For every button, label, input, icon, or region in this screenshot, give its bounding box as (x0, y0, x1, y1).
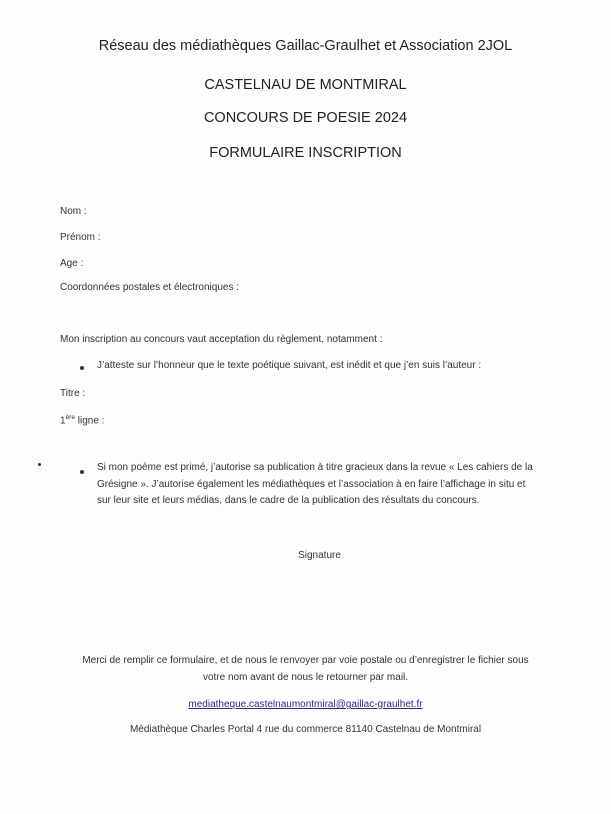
bullet-icon (80, 366, 84, 370)
firstname-field-label: Prénom : (60, 232, 101, 243)
honor-statement: J’atteste sur l’honneur que le texte poétique suivant, est inédit et que j’en suis l’auteur : (97, 360, 482, 371)
authorization-line: Si mon poème est primé, j’autorise sa publication à titre gracieux dans la revue « Les cahiers de la (97, 462, 533, 473)
thanks-line-1: Merci de remplir ce formulaire, et de nous le renvoyer par voie postale ou d’enregistrer le fichier sous (82, 655, 529, 666)
first-line-field-label (60, 414, 104, 426)
contact-field-label: Coordonnées postales et électroniques : (60, 282, 240, 293)
town-heading: CASTELNAU DE MONTMIRAL (204, 77, 407, 93)
title-field-label: Titre : (60, 388, 86, 399)
contest-heading: CONCOURS DE POESIE 2024 (203, 110, 408, 126)
thanks-line-2: votre nom avant de nous le retourner par mail. (202, 672, 409, 683)
address-line: Médiathèque Charles Portal 4 rue du commerce 81140 Castelnau de Montmiral (129, 724, 482, 735)
publication-authorization (97, 460, 533, 510)
authorization-line: sur leur site et leurs médias, dans le cadre de la publication des résultats du concours. (97, 495, 480, 506)
first-line-number: 1 (60, 415, 66, 427)
email-link[interactable]: mediatheque.castelnaumontmiral@gaillac-graulhet.fr (188, 699, 423, 710)
age-field-label: Age : (60, 258, 84, 269)
authorization-line: Grésigne ». J’autorise également les médiathèques et l’association à en faire l’affichage in situ et (97, 478, 526, 490)
rules-intro: Mon inscription au concours vaut acceptation du règlement, notamment : (60, 334, 383, 345)
stray-mark (38, 463, 41, 466)
signature-label: Signature (298, 550, 341, 561)
name-field-label: Nom : (60, 206, 87, 217)
first-line-rest: ligne : (74, 415, 105, 427)
email-link-wrapper (0, 699, 611, 710)
bullet-icon (80, 470, 84, 474)
form-title: FORMULAIRE INSCRIPTION (209, 145, 402, 161)
first-line-superscript: ère (65, 414, 75, 421)
network-heading: Réseau des médiathèques Gaillac-Graulhet et Association 2JOL (98, 38, 513, 54)
